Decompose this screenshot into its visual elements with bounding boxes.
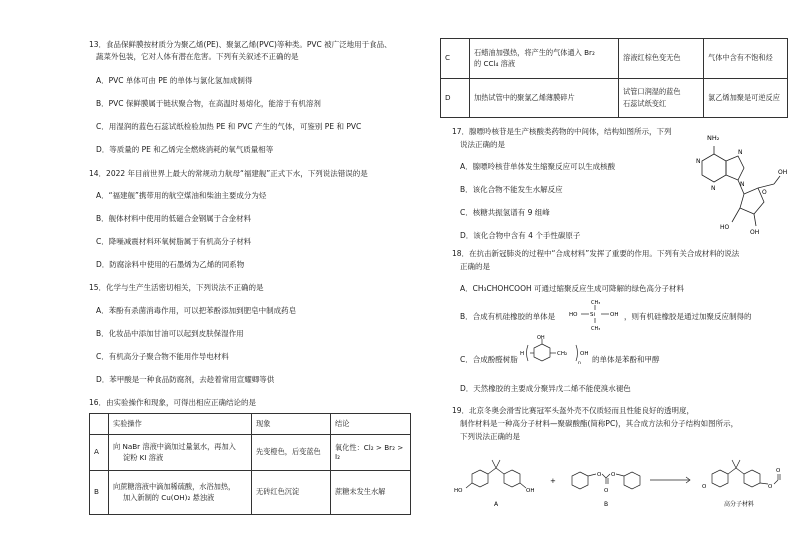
q17-option-d: D．该化合物中含有 4 个手性碳原子 <box>460 231 581 240</box>
q16-row-b-label: B <box>90 471 109 515</box>
mol-b-o-left: O <box>597 472 602 478</box>
polycarbonate-synthesis-scheme <box>440 448 790 508</box>
phenolic-n: n <box>578 361 581 366</box>
q16-header-conclusion: 结论 <box>331 414 411 435</box>
q18-option-b-prefix: B．合成有机硅橡胶的单体是 <box>460 312 556 321</box>
q13-stem-line1: 13．食品保鲜膜按材质分为聚乙烯(PE)、聚氯乙烯(PVC)等种类。PVC 被广泛地用于食品、 <box>89 40 392 49</box>
q13-option-d: D．等质量的 PE 和乙烯完全燃烧消耗的氧气质量相等 <box>96 145 274 154</box>
mol-b-label: B <box>604 501 609 508</box>
q16-row-c-operation <box>470 39 619 79</box>
q18-option-d: D．天然橡胶的主要成分聚异戊二烯不能使溴水褪色 <box>460 384 631 393</box>
q16-row-a <box>90 435 411 471</box>
q18-option-c-prefix: C．合成酚醛树脂 <box>460 355 518 364</box>
q16-row-b-conclusion: 蔗糖未发生水解 <box>331 471 411 515</box>
q16-header-row <box>90 414 411 435</box>
q16-table <box>89 413 411 515</box>
product-o-left: O <box>702 484 707 490</box>
mol-a-oh: OH <box>526 488 535 494</box>
q18-option-c-suffix: 的单体是苯酚和甲醇 <box>592 355 660 364</box>
silanediol-structure-image <box>568 297 624 331</box>
q14-stem: 14．2022 年目前世界上最大的常规动力航母“福建舰”正式下水，下列说法错误的是 <box>89 169 368 178</box>
q13-stem-line2: 蔬菜外包装，它对人体有潜在危害。下列有关叙述不正确的是 <box>96 52 299 61</box>
q14-option-d: D．防腐涂料中使用的石墨烯为乙烯的同系物 <box>96 260 245 269</box>
q15-option-a: A．苯酚有杀菌消毒作用，可以把苯酚添加到肥皂中制成药皂 <box>96 306 297 315</box>
phenolic-oh-end: OH <box>580 351 589 357</box>
q16-row-b <box>90 471 411 515</box>
q16-row-c-conclusion: 气体中含有不饱和烃 <box>704 39 788 79</box>
phenolic-resin-structure-image <box>520 334 590 370</box>
q16-row-a-op-line1: 向 NaBr 溶液中滴加过量氯水，再加入 <box>113 441 236 451</box>
product-o-right: O <box>768 484 773 490</box>
q15-option-d: D．苯甲酸是一种食品防腐剂，去趁着常用宣耀卿等供 <box>96 375 275 384</box>
mol-b-o-carbonyl: O <box>604 488 609 494</box>
q16-row-d-operation: 加热试管中的聚氯乙烯薄膜碎片 <box>470 79 619 118</box>
q16-row-b-phenomenon: 无砖红色沉淀 <box>252 471 331 515</box>
q18-stem-line2: 正确的是 <box>460 262 490 271</box>
q13-option-c: C．用湿润的蓝色石蕊试纸检验加热 PE 和 PVC 产生的气体，可鉴别 PE 和 PVC <box>96 122 362 131</box>
q15-option-c: C．有机高分子聚合物不能用作导电材料 <box>96 352 229 361</box>
q19-stem-line2: 制作材料是一种高分子材料—聚碳酸酯(简称PC)，其合成方法和分子结构如图所示， <box>460 419 739 428</box>
q17-stem-line2: 说法正确的是 <box>460 140 505 149</box>
phenolic-h: H <box>520 351 525 357</box>
q18-option-b-suffix: ，则有机硅橡胶是通过加聚反应制得的 <box>624 312 752 321</box>
plus-sign: + <box>550 477 556 485</box>
silanediol-ho: HO <box>569 312 578 318</box>
q13-option-b: B．PVC 保鲜膜属于链状聚合物，在高温时易熔化，能溶于有机溶剂 <box>96 99 321 108</box>
q14-option-c: C．降噪减震材料环氧树脂属于有机高分子材料 <box>96 237 252 246</box>
q19-stem-line1: 19．北京冬奥会滑雪比赛冠军头盔外壳不仅质轻而且性能良好的透明度， <box>452 406 695 415</box>
q19-stem-line3: 下列说法正确的是 <box>460 432 520 441</box>
q13-option-a: A．PVC 单体可由 PE 的单体与氯化氢加成制得 <box>96 76 253 85</box>
silanediol-ch3-bottom: CH₃ <box>591 326 601 331</box>
adenosine-o-label: O <box>762 189 767 196</box>
q16-header-blank <box>90 414 109 435</box>
adenosine-n2-label: N <box>711 185 716 192</box>
q16-row-d-phen-line1: 试管口润湿的蓝色 <box>623 87 681 97</box>
adenosine-oh1-label: OH <box>778 169 788 176</box>
q16-row-a-operation <box>109 435 252 471</box>
q15-stem: 15．化学与生产生活密切相关，下列说法不正确的是 <box>89 283 264 292</box>
mol-b-o-right: O <box>611 472 616 478</box>
adenosine-ho-label: HO <box>720 224 730 231</box>
q16-row-d-conclusion: 氯乙烯加聚是可逆反应 <box>704 79 788 118</box>
adenosine-structure-image <box>682 128 792 240</box>
q14-option-a: A．“福建舰”携带用的航空煤油和柴油主要成分为烃 <box>96 191 267 200</box>
q16-header-phenomenon: 现象 <box>252 414 331 435</box>
q16-row-b-op-line2: 加入新制的 Cu(OH)₂ 悬浊液 <box>123 493 215 502</box>
product-label: 高分子材料 <box>724 501 755 508</box>
silanediol-oh: OH <box>610 312 619 318</box>
q16-row-d-label: D <box>441 79 470 118</box>
q16-row-a-conclusion: 氧化性：Cl₂ > Br₂ > I₂ <box>331 435 411 471</box>
q16-row-c-label: C <box>441 39 470 79</box>
adenosine-n1-label: N <box>696 158 701 165</box>
q16-row-c-op-line1: 石蜡油加强热，将产生的气体通入 Br₂ <box>474 47 595 57</box>
q17-option-a: A．腺嘌呤核苷单体发生缩聚反应可以生成核酸 <box>460 162 616 171</box>
q15-option-b: B．化妆品中添加甘油可以起到皮肤保湿作用 <box>96 329 244 338</box>
q14-option-b: B．舰体材料中使用的低磁合金钢属于合金材料 <box>96 214 252 223</box>
q16-stem: 16．由实验操作和现象，可得出相应正确结论的是 <box>89 398 257 407</box>
q16-table-continued <box>440 38 788 118</box>
q16-row-c <box>441 39 788 79</box>
q16-row-d-phen-line2: 石蕊试纸变红 <box>623 98 667 108</box>
q16-row-a-op-line2: 淀粉 KI 溶液 <box>123 453 164 462</box>
q16-row-a-label: A <box>90 435 109 471</box>
q18-stem-line1: 18．在抗击新冠肺炎的过程中“合成材料”发挥了重要的作用。下列有关合成材料的说法 <box>452 249 740 258</box>
adenosine-n3-label: N <box>738 149 743 156</box>
q17-option-b: B．该化合物不能发生水解反应 <box>460 185 563 194</box>
q17-stem-line1: 17．腺嘌呤核苷是生产核酸类药物的中间体，结构如图所示，下列 <box>452 127 672 136</box>
q16-row-b-operation <box>109 471 252 515</box>
adenosine-n4-label: N <box>740 181 745 188</box>
silanediol-si: Si <box>590 312 596 318</box>
adenosine-nh2-label: NH₂ <box>707 134 720 142</box>
product-o-carbonyl: O <box>776 468 781 474</box>
q16-header-operation: 实验操作 <box>109 414 252 435</box>
q16-row-d <box>441 79 788 118</box>
q17-option-c: C．核糖共振氢谱有 9 组峰 <box>460 208 550 217</box>
mol-a-ho: HO <box>454 488 463 494</box>
adenosine-oh2-label: OH <box>750 229 760 236</box>
phenolic-oh-top: OH <box>537 335 545 341</box>
q16-row-a-phenomenon: 先变橙色，后变蓝色 <box>252 435 331 471</box>
q18-option-a: A．CH₃CHOHCOOH 可通过缩聚反应生成可降解的绿色高分子材料 <box>460 284 684 293</box>
q16-row-c-phenomenon: 溶液红棕色变无色 <box>619 39 704 79</box>
right-column <box>420 0 794 560</box>
q16-row-c-op-line2: 的 CCl₄ 溶液 <box>474 59 516 68</box>
q16-row-d-phenomenon <box>619 79 704 118</box>
mol-a-label: A <box>494 501 499 508</box>
silanediol-ch3-top: CH₃ <box>591 300 601 306</box>
q16-row-b-op-line1: 向蔗糖溶液中滴加稀硫酸，水浴加热， <box>113 481 236 491</box>
phenolic-ch2: CH₂ <box>557 351 568 357</box>
